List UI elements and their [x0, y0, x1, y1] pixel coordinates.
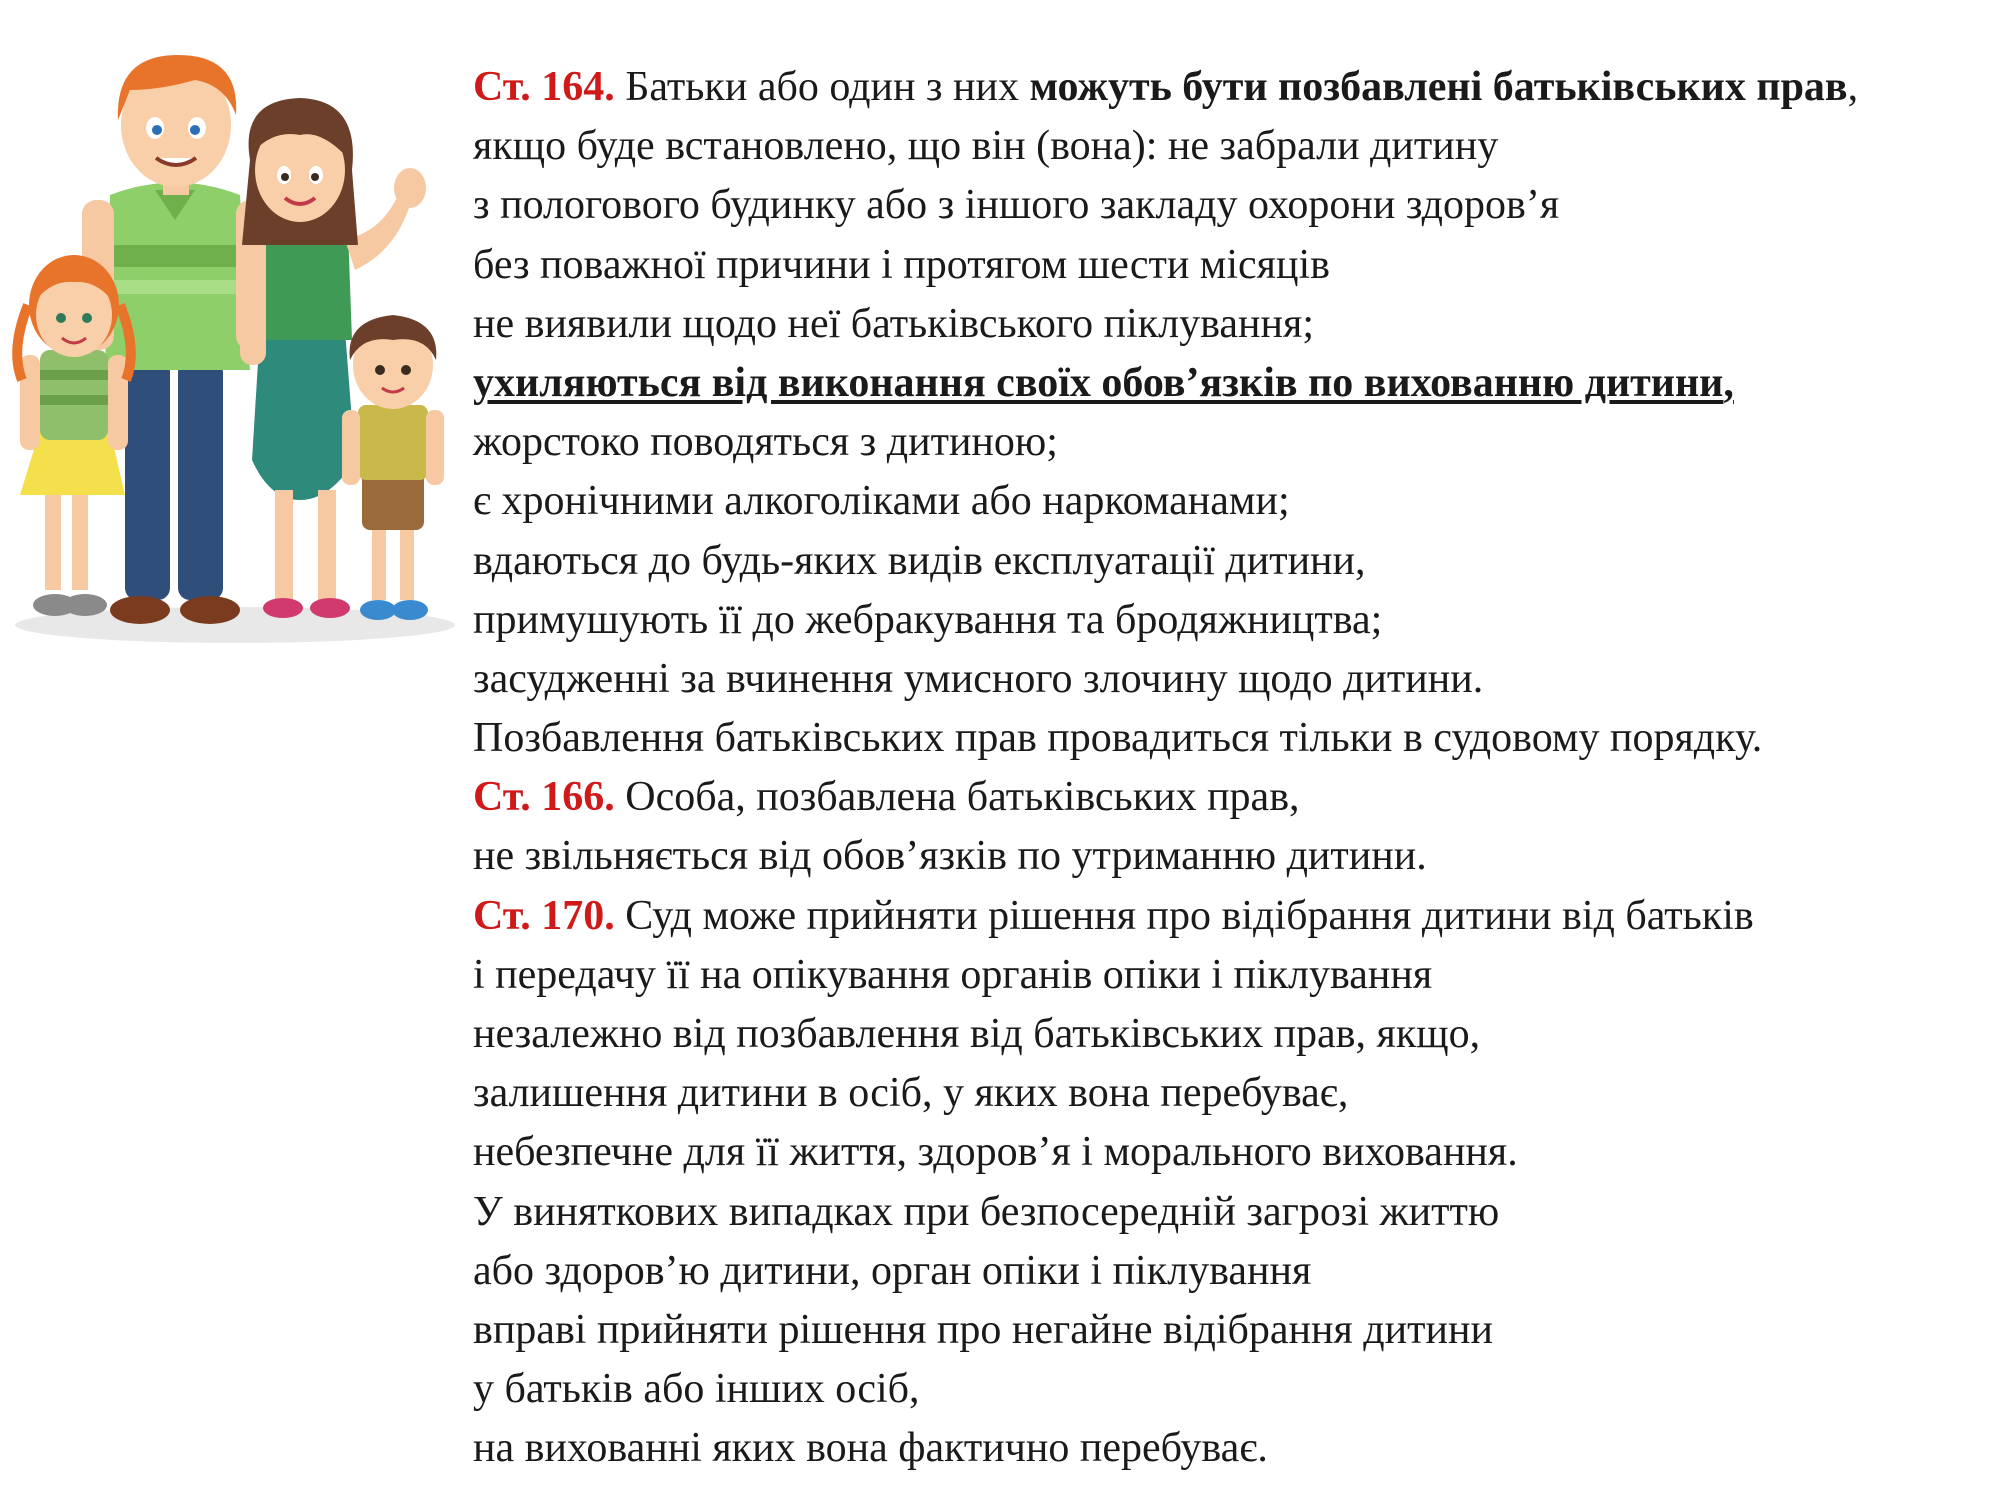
- art164-line-2: якщо буде встановлено, що він (вона): не забрали дитину: [473, 123, 1499, 170]
- art164-line-10: примушують її до жебракування та бродяжництва;: [473, 596, 1383, 643]
- article-166-label: Ст. 166.: [473, 774, 615, 821]
- text-fragment: ,: [1723, 359, 1734, 406]
- art164-line-3: з пологового будинку або з іншого закладу охорони здоров’я: [473, 182, 1560, 229]
- boy-figure: [342, 315, 444, 620]
- bold-underlined-phrase: ухиляються від виконання своїх обов’язків по вихованню дитини: [473, 359, 1724, 406]
- art170-line-10: на вихованні яких вона фактично перебуває.: [473, 1425, 1268, 1472]
- art164-line-5: не виявили щодо неї батьківського піклування;: [473, 300, 1314, 347]
- art170-line-8: вправі прийняти рішення про негайне відібрання дитини: [473, 1306, 1493, 1353]
- art164-line-1: [473, 58, 1973, 117]
- art170-line-2: і передачу її на опікування органів опіки і піклування: [473, 951, 1433, 998]
- art164-line-11: засудженні за вчинення умисного злочину щодо дитини.: [473, 655, 1484, 702]
- art170-line-1: [473, 887, 1973, 946]
- text-fragment: Батьки або один з них: [614, 64, 1030, 110]
- art164-line-4: без поважної причини і протягом шести місяців: [473, 241, 1330, 288]
- art164-line-6: [473, 354, 1973, 413]
- art166-line-2: не звільняється від обов’язків по утриманню дитини.: [473, 833, 1427, 880]
- art166-line-1: [473, 768, 1973, 827]
- art164-line-8: є хронічними алкоголіками або наркоманами;: [473, 478, 1290, 525]
- art170-line-6: У виняткових випадках при безпосередній загрозі життю: [473, 1188, 1500, 1235]
- family-illustration-icon: [0, 30, 470, 650]
- text-fragment: Суд може прийняти рішення про відібрання дитини від батьків: [614, 892, 1754, 939]
- art164-line-7: жорстоко поводяться з дитиною;: [473, 419, 1058, 466]
- art164-line-9: вдаються до будь-яких видів експлуатації дитини,: [473, 537, 1366, 584]
- art170-line-3: незалежно від позбавлення від батьківських прав, якщо,: [473, 1011, 1481, 1057]
- article-text-block: [473, 58, 1973, 1479]
- art170-line-4: залишення дитини в осіб, у яких вона перебуває,: [473, 1070, 1349, 1117]
- art170-line-7: або здоров’ю дитини, орган опіки і піклування: [473, 1247, 1312, 1294]
- text-fragment: Особа, позбавлена батьківських прав,: [614, 774, 1300, 821]
- text-fragment: ,: [1847, 64, 1859, 110]
- art170-line-9: у батьків або інших осіб,: [473, 1366, 920, 1413]
- art164-line-12: Позбавлення батьківських прав провадиться тільки в судовому порядку.: [473, 715, 1763, 762]
- bold-phrase: можуть бути позбавлені батьківських прав: [1029, 64, 1848, 110]
- girl-figure: [17, 255, 131, 616]
- article-170-label: Ст. 170.: [473, 892, 615, 939]
- art170-line-5: небезпечне для її життя, здоров’я і морального виховання.: [473, 1129, 1518, 1176]
- father-figure: [82, 55, 266, 624]
- article-164-label: Ст. 164.: [473, 64, 615, 110]
